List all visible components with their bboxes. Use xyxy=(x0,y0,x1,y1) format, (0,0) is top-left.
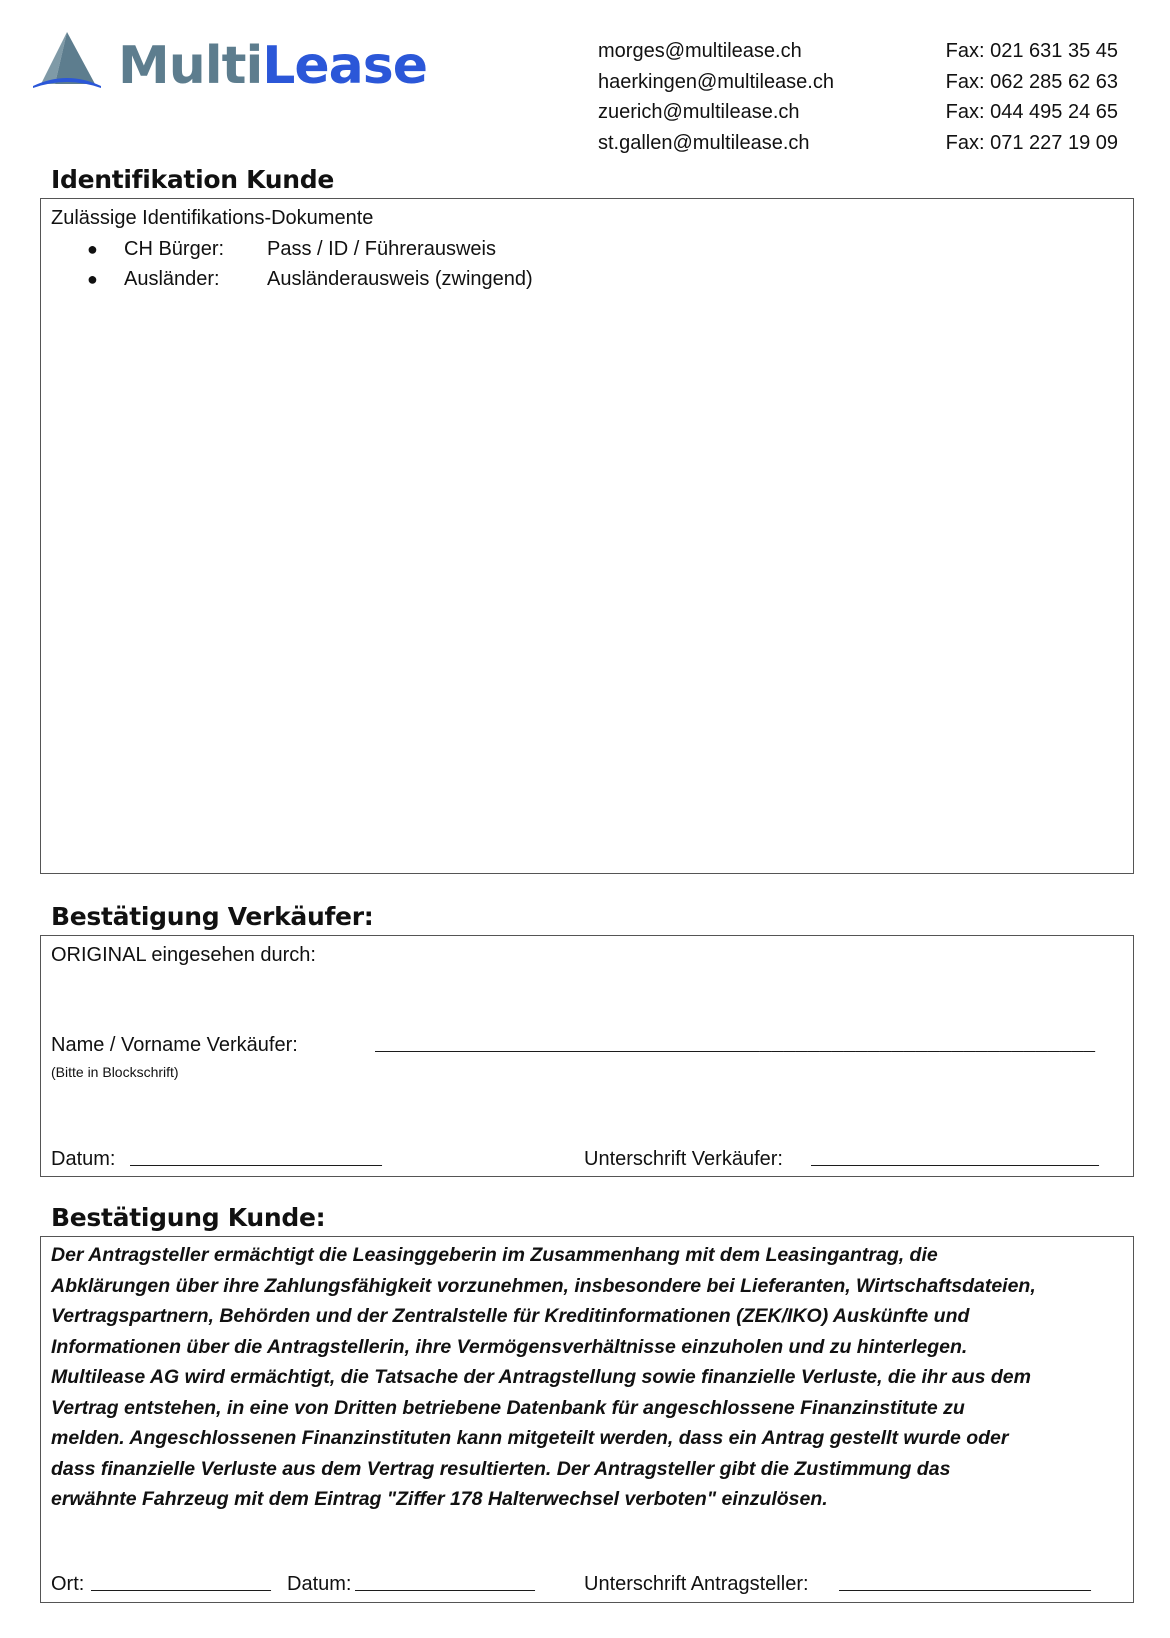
block-letters-hint: (Bitte in Blockschrift) xyxy=(51,1064,179,1080)
consent-line: Vertrag entstehen, in eine von Dritten betriebene Datenbank für angeschlossene Finanzinstitute zu xyxy=(51,1396,965,1419)
id-item-label: Ausländer: xyxy=(124,268,220,290)
customer-box xyxy=(40,1236,1134,1603)
consent-line: Multilease AG wird ermächtigt, die Tatsache der Antragstellung sowie finanzielle Verluste, die ihr aus dem xyxy=(51,1366,1031,1388)
customer-signature-field[interactable]: _____________________ xyxy=(839,1573,1092,1596)
customer-date-label: Datum: xyxy=(287,1573,352,1595)
contact-row xyxy=(598,67,1118,98)
seller-heading: Bestätigung Verkäufer: xyxy=(51,902,374,931)
logo-wordmark-lease: Lease xyxy=(262,36,427,96)
branch-contacts xyxy=(598,36,1118,158)
customer-heading: Bestätigung Kunde: xyxy=(51,1203,326,1232)
id-item-value: Pass / ID / Führerausweis xyxy=(267,238,496,260)
bullet-icon: ● xyxy=(87,239,98,259)
contact-row xyxy=(598,36,1118,67)
bullet-icon: ● xyxy=(87,269,98,289)
consent-line: dass finanzielle Verluste aus dem Vertrag resultierten. Der Antragsteller gibt die Zustimmung das xyxy=(51,1457,951,1480)
contact-email[interactable]: zuerich@multilease.ch xyxy=(598,101,800,123)
consent-line: Abklärungen über ihre Zahlungsfähigkeit vorzunehmen, insbesondere bei Lieferanten, Wirtschaftsdateien, xyxy=(51,1274,1036,1297)
identification-intro: Zulässige Identifikations-Dokumente xyxy=(51,207,374,229)
contact-row xyxy=(598,128,1118,159)
consent-line: erwähnte Fahrzeug mit dem Eintrag "Ziffer 178 Halterwechsel verboten" einzulösen. xyxy=(51,1488,828,1510)
id-item-value: Ausländerausweis (zwingend) xyxy=(267,268,533,290)
seller-name-label: Name / Vorname Verkäufer: xyxy=(51,1034,298,1056)
logo-wordmark xyxy=(118,36,427,96)
contact-email[interactable]: morges@multilease.ch xyxy=(598,40,802,62)
seller-signature-label: Unterschrift Verkäufer: xyxy=(584,1148,783,1170)
contact-row xyxy=(598,97,1118,128)
contact-email[interactable]: haerkingen@multilease.ch xyxy=(598,70,834,93)
contact-fax: Fax: 044 495 24 65 xyxy=(945,101,1118,123)
multilease-logo xyxy=(33,30,427,96)
customer-consent-text xyxy=(51,1240,1036,1515)
seller-date-label: Datum: xyxy=(51,1148,116,1170)
logo-wordmark-multi: Multi xyxy=(118,36,263,96)
contact-email[interactable]: st.gallen@multilease.ch xyxy=(598,131,810,154)
consent-line: Vertragspartnern, Behörden und der Zentralstelle für Kreditinformationen (ZEK/IKO) Auskünfte und xyxy=(51,1305,970,1327)
seen-by-label: ORIGINAL eingesehen durch: xyxy=(51,944,316,966)
customer-signature-label: Unterschrift Antragsteller: xyxy=(584,1573,809,1595)
id-document-attachment-area[interactable] xyxy=(51,309,1121,859)
consent-line: Informationen über die Antragstellerin, ihre Vermögensverhältnisse einzuholen und zu hinterlegen. xyxy=(51,1335,968,1358)
consent-line: melden. Angeschlossenen Finanzinstituten kann mitgeteilt werden, dass ein Antrag gestellt wurde oder xyxy=(51,1427,1009,1449)
customer-place-label: Ort: xyxy=(51,1573,85,1595)
contact-fax: Fax: 071 227 19 09 xyxy=(945,131,1118,154)
consent-line: Der Antragsteller ermächtigt die Leasinggeberin im Zusammenhang mit dem Leasingantrag, die xyxy=(51,1244,938,1266)
identification-box xyxy=(40,198,1134,874)
seller-box xyxy=(40,935,1134,1177)
seller-date-field[interactable]: _____________________ xyxy=(130,1148,383,1171)
seller-name-field[interactable]: ____________________________________________________________ xyxy=(375,1034,1096,1057)
identification-heading: Identifikation Kunde xyxy=(51,165,334,194)
seller-signature-field[interactable]: ________________________ xyxy=(811,1148,1100,1171)
customer-place-field[interactable]: _______________ xyxy=(91,1573,272,1596)
contact-fax: Fax: 062 285 62 63 xyxy=(945,70,1118,93)
multilease-logo-mark-icon xyxy=(33,30,103,90)
contact-fax: Fax: 021 631 35 45 xyxy=(945,40,1118,62)
id-item-label: CH Bürger: xyxy=(124,238,225,260)
customer-date-field[interactable]: _______________ xyxy=(355,1573,536,1596)
